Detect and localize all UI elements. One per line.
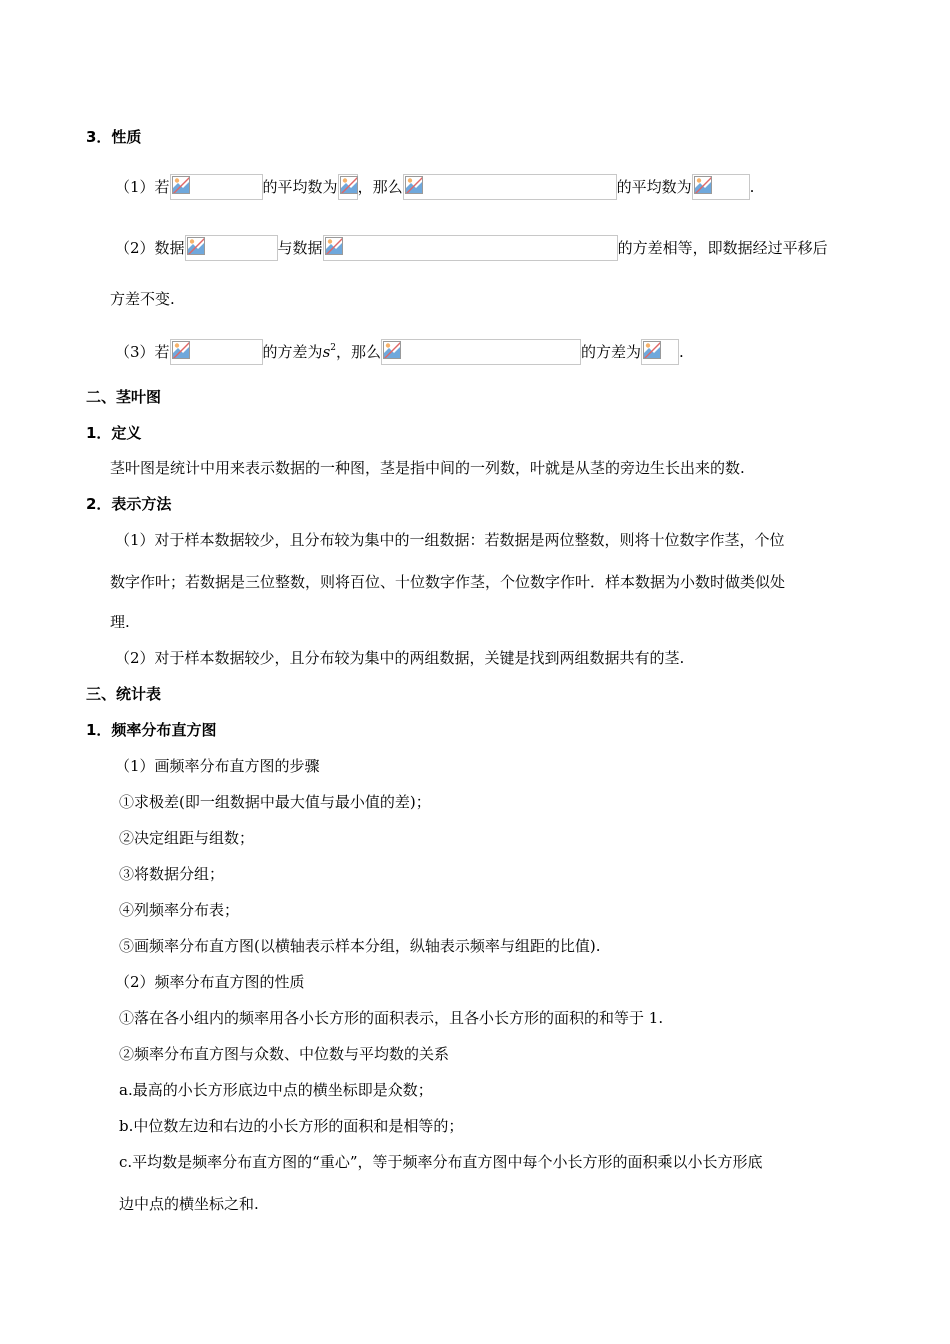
variance-symbol: s	[322, 343, 331, 361]
steps-heading: （1）画频率分布直方图的步骤	[115, 757, 320, 775]
property-3-end: .	[679, 343, 684, 361]
broken-image-icon	[694, 176, 712, 194]
broken-image-icon	[405, 176, 423, 194]
formula-image	[170, 174, 263, 200]
relation-a: a.最高的小长方形底边中点的横坐标即是众数；	[119, 1081, 433, 1099]
property-3-prefix: （3）若	[115, 343, 170, 361]
relation-c-line-1: c.平均数是频率分布直方图的“重心”，等于频率分布直方图中每个小长方形的面积乘以小长方形底	[119, 1153, 763, 1171]
property-1-end: .	[749, 178, 755, 196]
property-2-continuation: 方差不变.	[110, 290, 175, 308]
broken-image-icon	[172, 176, 190, 194]
method-1-line-1: （1）对于样本数据较少，且分布较为集中的一组数据：若数据是两位整数，则将十位数字作茎，个位	[115, 531, 785, 549]
relation-b: b.中位数左边和右边的小长方形的面积和是相等的；	[119, 1117, 464, 1135]
step-5: ⑤画频率分布直方图(以横轴表示样本分组，纵轴表示频率与组距的比值).	[119, 937, 601, 955]
formula-image	[323, 235, 618, 261]
broken-image-icon	[643, 341, 661, 359]
method-1-line-2: 数字作叶；若数据是三位整数，则将百位、十位数字作茎，个位数字作叶．样本数据为小数时做类似处	[110, 573, 786, 591]
property-1-line	[115, 174, 950, 200]
method-1-line-3: 理.	[110, 613, 130, 631]
histogram-title: 1．频率分布直方图	[86, 721, 217, 739]
histogram-property-2: ②频率分布直方图与众数、中位数与平均数的关系	[119, 1045, 450, 1063]
formula-image	[381, 339, 581, 365]
property-1-text-d: 的平均数为	[616, 178, 692, 196]
broken-image-icon	[187, 237, 205, 255]
formula-image	[641, 339, 679, 365]
section-title-properties: 3．性质	[86, 128, 142, 146]
formula-image	[338, 174, 358, 200]
property-3-text-c: ，那么	[336, 343, 382, 361]
histogram-property-1: ①落在各小组内的频率用各小长方形的面积表示，且各小长方形的面积的和等于 1.	[119, 1009, 664, 1027]
formula-image	[403, 174, 617, 200]
property-2-prefix: （2）数据	[115, 239, 185, 257]
relation-c-line-2: 边中点的横坐标之和.	[119, 1195, 259, 1213]
definition-text: 茎叶图是统计中用来表示数据的一种图，茎是指中间的一列数，叶就是从茎的旁边生长出来的数.	[110, 459, 745, 477]
step-3: ③将数据分组；	[119, 865, 225, 883]
step-2: ②决定组距与组数；	[119, 829, 255, 847]
section-heading-stat-table: 三、统计表	[86, 685, 162, 703]
property-3-text-d: 的方差为	[581, 343, 642, 361]
property-2-line	[115, 235, 950, 261]
section-heading-stem-leaf: 二、茎叶图	[86, 388, 162, 406]
method-title: 2．表示方法	[86, 495, 172, 513]
broken-image-icon	[383, 341, 401, 359]
formula-image	[185, 235, 278, 261]
property-2-text-b: 与数据	[277, 239, 323, 257]
step-1: ①求极差(即一组数据中最大值与最小值的差)；	[119, 793, 431, 811]
formula-image	[170, 339, 263, 365]
property-2-text-c: 的方差相等，即数据经过平移后	[617, 239, 828, 257]
property-3-text-b: 的方差为	[262, 343, 323, 361]
definition-title: 1．定义	[86, 424, 142, 442]
broken-image-icon	[325, 237, 343, 255]
broken-image-icon	[340, 176, 358, 194]
property-3-line	[115, 338, 950, 365]
property-1-prefix: （1）若	[115, 178, 170, 196]
broken-image-icon	[172, 341, 190, 359]
step-4: ④列频率分布表；	[119, 901, 240, 919]
property-1-text-c: ，那么	[357, 178, 403, 196]
formula-image	[692, 174, 750, 200]
property-1-text-b: 的平均数为	[262, 178, 338, 196]
variance-exponent: 2	[330, 343, 336, 353]
method-2: （2）对于样本数据较少，且分布较为集中的两组数据，关键是找到两组数据共有的茎.	[115, 649, 685, 667]
properties-heading: （2）频率分布直方图的性质	[115, 973, 305, 991]
